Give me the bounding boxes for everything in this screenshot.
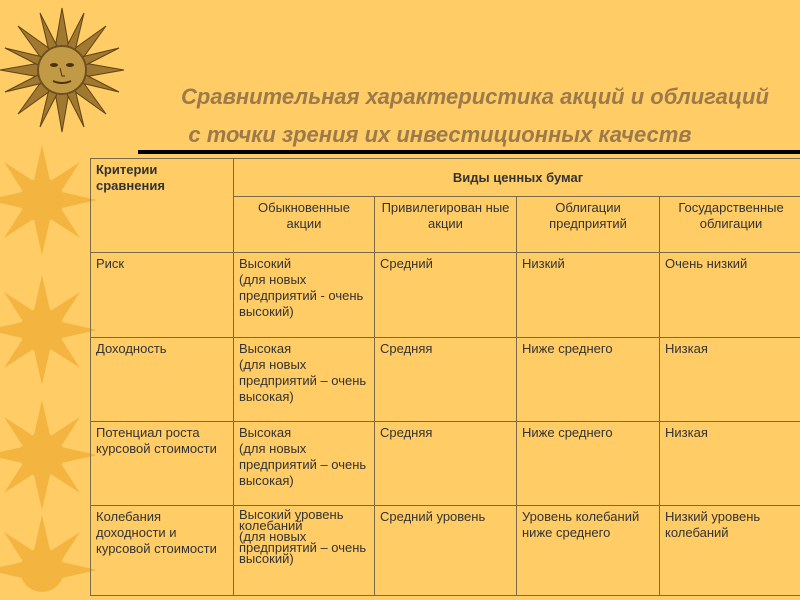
common-stock-cell: [234, 506, 375, 596]
preferred-stock-cell: Средний: [375, 253, 517, 338]
table-row: [91, 506, 800, 596]
corporate-bonds-cell: Уровень колебаний ниже среднего: [517, 506, 660, 596]
column-header-common-stock: Обыкновенные акции: [234, 197, 375, 253]
preferred-stock-cell: Средняя: [375, 422, 517, 506]
sun-logo-icon: [0, 8, 124, 132]
column-header-corporate-bonds: Облигации предприятий: [517, 197, 660, 253]
criterion-cell: Доходность: [91, 338, 234, 422]
title-divider: [138, 150, 800, 154]
corporate-bonds-cell: Ниже среднего: [517, 422, 660, 506]
table-row: [91, 338, 800, 422]
criteria-header: Критерии сравнения: [91, 159, 234, 253]
comparison-table: [90, 158, 800, 596]
table-header-row: [91, 159, 800, 197]
common-stock-cell: [234, 338, 375, 422]
cell-main-text: Высокий: [239, 256, 292, 271]
government-bonds-cell: Низкая: [660, 338, 800, 422]
slide-title-line2: с точки зрения их инвестиционных качеств: [188, 122, 692, 147]
common-stock-cell: [234, 253, 375, 338]
cell-note-text: (для новых предприятий - очень высокий): [239, 272, 364, 319]
table-row: [91, 422, 800, 506]
column-header-preferred-stock: Привилегирован ные акции: [375, 197, 517, 253]
criterion-cell: Потенциал роста курсовой стоимости: [91, 422, 234, 506]
corporate-bonds-cell: Ниже среднего: [517, 338, 660, 422]
cell-note-text: (для новых предприятий – очень высокая): [239, 441, 367, 488]
preferred-stock-cell: Средний уровень: [375, 506, 517, 596]
cell-main-text: Высокий уровень колебаний: [239, 507, 344, 533]
government-bonds-cell: Очень низкий: [660, 253, 800, 338]
criterion-cell: Риск: [91, 253, 234, 338]
table-row: [91, 253, 800, 338]
cell-main-text: Высокая: [239, 341, 292, 356]
column-header-government-bonds: Государственные облигации: [660, 197, 800, 253]
government-bonds-cell: Низкий уровень колебаний: [660, 506, 800, 596]
cell-main-text: Высокая: [239, 425, 292, 440]
slide-title-line1: Сравнительная характеристика акций и облигаций: [181, 84, 769, 109]
cell-note-text: (для новых предприятий – очень высокий): [239, 529, 367, 566]
government-bonds-cell: Низкая: [660, 422, 800, 506]
security-types-header: Виды ценных бумаг: [234, 159, 800, 197]
preferred-stock-cell: Средняя: [375, 338, 517, 422]
cell-note-text: (для новых предприятий – очень высокая): [239, 357, 367, 404]
common-stock-cell: [234, 422, 375, 506]
corporate-bonds-cell: Низкий: [517, 253, 660, 338]
criterion-cell: Колебания доходности и курсовой стоимости: [91, 506, 234, 596]
